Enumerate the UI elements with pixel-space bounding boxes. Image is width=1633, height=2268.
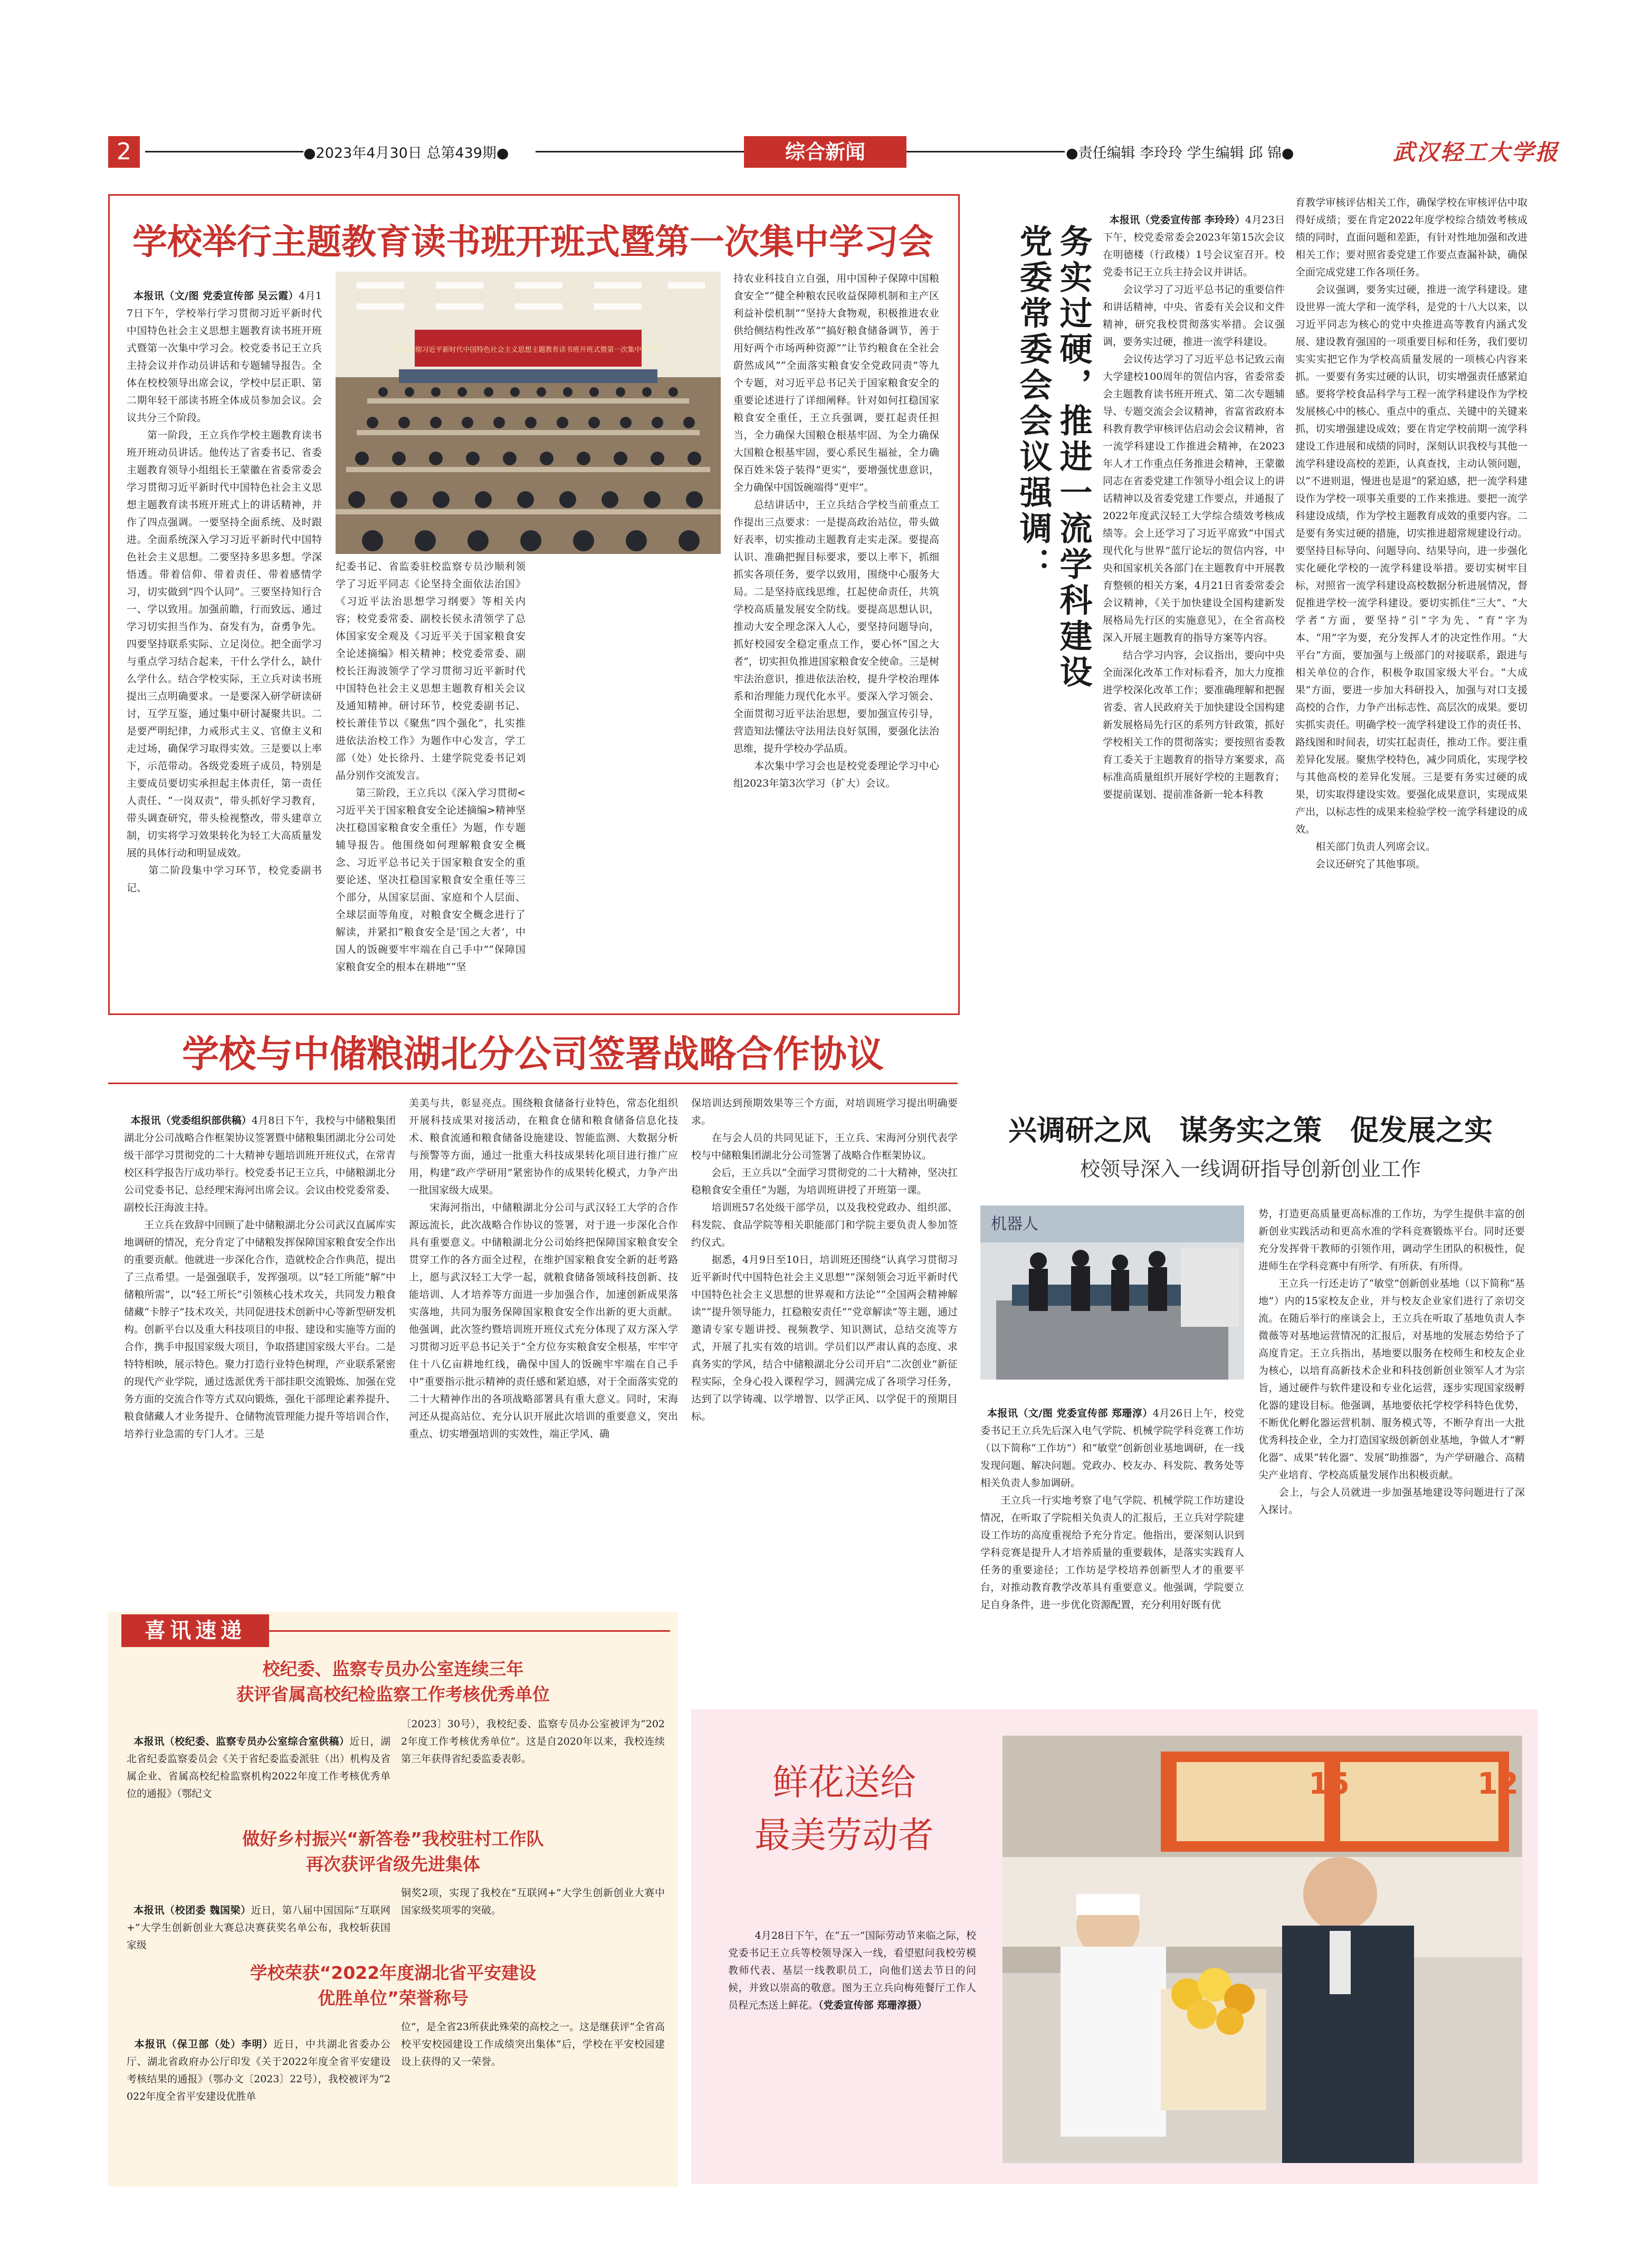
article-sinograin-col1-text: 4月8日下午，我校与中储粮集团湖北分公司战略合作框架协议签署暨中储粮集团湖北分公司处级干部学习贯彻党的二十大精神专题培训班开班仪式，在常青校区科学报告厅成功举行。校党委书记王立兵，中储粮湖北分公司党委书记、总经理宋海河出席会议。会议由校党委常委、副校长汪海波主持。 王立兵在致辞中回顾了赴中储粮湖北分公司武汉直属库实地调研的情况，充分肯定了中储粮发挥保障国家粮食安全作出的重要贡献。他就进一步深化合作，造就校企合作典范，提出了三点希望。一是强强联手，发挥强项。以“轻工所能”解“中储粮所需”，以“轻工所长”引领核心技术攻关，共同发力粮食储藏“卡脖子”技术攻关，共同促进技术创新中心等新型研发机构。创新平台以及重大科技项目的申报、建设和实施等方面的合作，携手申报国家级大项目，争取搭建国家级大平台。二是特特相映，展示特色。聚力打造行业特色树理，产业联系紧密的现代产业学院，通过选派优秀干部挂职交流锻炼、加强在党务方面的交流合作等方式双向锻炼，强化干部理论素养提升、粮食储藏人才业务提升、仓储物流管理能力提升等培训合作，培养行业急需的专门人才。三是 <box>124 1115 396 1440</box>
article-committee-col-a-text: 4月23日下午，校党委常委会2023年第15次会议在明德楼（行政楼）1号会议室召开。校党委书记王立兵主持会议并讲话。 会议学习了习近平总书记的重要信件和讲话精神，中央、省委有关会议和文件精神，研究我校贯彻落实举措。会议强调，要务实过硬，推进一流学科建设。 会议传达学习了习近平总书记致云南大学建校100周年的贺信内容，省委常委会主题教育读书班开班式、第二次专题辅导、专题交流会会议精神，省富省政府本科教育教学审核评估启动会会议精神，省一流学科建设工作推进会精神，在2023年人才工作重点任务推进会精神，王蒙徽同志在省委党建工作领导小组会议上的讲话精神以及省委党建工作要点，并通报了2022年度武汉轻工大学综合绩效考核成绩等。会上还学习了习近平席致“中国式现代化与世界”蓝厅论坛的贺信内容，中央和国家机关各部门在主题教育中开展教育整顿的相关方案，4月21日省委常委会会议精神，《关于加快建设全国构建新发展格局先行区的实施意见》，在全省高校深入开展主题教育的指导方案等内容。 结合学习内容，会议指出，要向中央全面深化改革工作对标看齐，加大力度推进学校深化改革工作；要准确理解和把握省委、省人民政府关于加快建设全国构建新发展格局先行区的系列方针政策，抓好学校相关工作的贯彻落实；要按照省委教育工委关于主题教育的指导方案要求，高标准高质量组织开展好学校的主题教育；要提前谋划、提前准备新一轮本科教 <box>1103 214 1285 800</box>
good-news-1-byline: 本报讯（校纪委、监察专员办公室综合室供稿） <box>133 1736 350 1747</box>
article-research-subtitle: 校领导深入一线调研指导创新创业工作 <box>1080 1157 1421 1181</box>
article-committee-col-a <box>1103 194 1285 1112</box>
good-news-1-col1-text: 近日，湖北省纪委监察委员会《关于省纪委监委派驻（出）机构及省属企业、省属高校纪检监察机构2022年度工作考核优秀单位的通报》（鄂纪文 <box>127 1736 390 1800</box>
header-rule-right <box>906 151 1065 152</box>
feature-photo <box>1002 1736 1522 2163</box>
good-news-2-col1 <box>127 1884 390 1954</box>
feature-title <box>702 1757 987 1862</box>
article-committee-col-b: 育教学审核评估相关工作，确保学校在审核评估中取得好成绩；要在肯定2022年度学校综合绩效考核成绩的同时，直面问题和差距，有针对性地加强和改进相关工作；要对照省委党建工作要点查漏补缺，确保全面完成党建工作各项任务。 会议强调，要务实过硬，推进一流学科建设。建设世界一流大学和一流学科，是党的十八大以来，以习近平同志为核心的党中央推进高等教育内涵式发展、建设教育强国的一项重要目标和任务，我们要切实实实把它作为学校高质量发展的一项核心内容来抓。一要要有务实过硬的认识，切实增强责任感紧迫感。要将学校食品科学与工程一流学科建设作为学校发展核心中的核心、重点中的重点、关键中的关键来抓，切实增强建设成效；要在肯定学校前期一流学科建设工作进展和成绩的同时，深刻认识我校与其他一流学科建设高校的差距，认真查找，主动认领问题，以“不进则退，慢进也是退”的紧迫感，把一流学科建设作为学校一项事关重要的工作来推进。要把一流学科建设成绩，作为学校主题教育成效的重要内容。二是要有务实过硬的措施，切实推进超常规建设行动。要坚持目标导向、问题导向、结果导向，进一步强化实化硬化学校的一流学科建设举措。要切实树牢目标，对照省一流学科建设高校数据分析进展情况，督促推进学校一流学科建设。要切实抓住“三大”、“大学者”方面，要坚持“引”字为先、“育”字为本、“用”字为要，充分发挥人才的决定性作用。“大平台”方面，要加强与上级部门的对接联系，跟进与相关单位的合作，积极争取国家级大平台。“大成果”方面，要进一步加大科研投入，加强与对口支援高校的合作，力争产出标志性、高层次的成果。要切实抓实责任。明确学校一流学科建设工作的责任书、路线图和时间表，切实扛起责任，推动工作。要注重差异化发展。聚焦学校特色，减少同质化，实现学校与其他高校的差异化发展。三是要有务实过硬的成果，切实取得建设实效。要强化成果意识，实现成果产出，以标志性的成果来检验学校一流学科建设的成效。 相关部门负责人列席会议。 会议还研究了其他事项。 <box>1295 197 1527 870</box>
feature-credit: （党委宣传部 郑珊淳摄） <box>818 1999 928 2011</box>
article-research-col2: 势，打造更高质量更高标准的工作坊，为学生提供丰富的创新创业实践活动和更高水准的学科竞赛锻炼平台。同时还要充分发挥骨干教师的引领作用，调动学生团队的积极性，促进师生在学科竞赛中有所学、有所获、有所得。 王立兵一行还走访了“敏堂”创新创业基地（以下简称“基地”）内的15家校友企业，并与校友企业家们进行了亲切交流。在随后举行的座谈会上，王立兵在听取了基地负责人李微薇等对基地运营情况的汇报后，对基地的发展态势给予了高度肯定。王立兵指出，基地要以服务在校师生和校友企业为核心，以培育高新技术企业和科技创新创业领军人才为宗旨，通过硬件与软件建设和专业化运营，逐步实现国家级孵化器的建设目标。他强调，基地要依托学校学科特色优势，不断优化孵化器运营机制、服务模式等，不断孕育出一大批优秀科技企业，全力打造国家级创新创业基地，争做人才“孵化器”、成果“转化器”、发展“助推器”，为产学研融合、高精尖产业培育、学校高质量发展作出积极贡献。 会上，与会人员就进一步加强基地建设等问题进行了深入探讨。 <box>1258 1208 1525 1516</box>
masthead-logo: 武汉轻工大学报 <box>1393 139 1560 165</box>
banner-text: 学习贯彻习近平新时代中国特色社会主义思想主题教育读书班开班式暨第一次集中学习会 <box>394 346 662 354</box>
article-research-byline: 本报讯（文/图 党委宣传部 郑珊淳） <box>987 1408 1153 1419</box>
article-sinograin-col1 <box>124 1095 396 1570</box>
research-photo-art <box>980 1205 1244 1380</box>
feature-body-text: 4月28日下午，在“五一”国际劳动节来临之际，校党委书记王立兵等校领导深入一线，看望慰问我校劳模教师代表、基层一线教职员工，向他们送去节日的问候，并致以崇高的敬意。图为王立兵向梅苑餐厅工作人员程元杰送上鲜花。 <box>728 1930 976 2011</box>
article-reading-class-col3 <box>538 270 725 845</box>
good-news-tag-rule <box>269 1630 670 1632</box>
article-reading-class-col1-text: 4月17日下午，学校举行学习贯彻习近平新时代中国特色社会主义思想主题教育读书班开班式暨第一次集中学习会。校党委书记王立兵主持会议并作动员讲话和专题辅导报告。全体在校校领导出席会议，学校中层正职、第二期年轻干部读书班全体成员参加会议。会议共分三个阶段。 第一阶段，王立兵作学校主题教育读书班开班动员讲话。他传达了省委书记、省委主题教育领导小组组长王蒙徽在省委常委会学习贯彻习近平新时代中国特色社会主义思想主题教育读书班开班式上的讲话精神，并作了四点强调。一要坚持全面系统、及时跟进。全面系统深入学习习近平新时代中国特色社会主义思想。二要坚持多思多想。学深悟透。带着信仰、带着责任、带着感情学习，切实做到“四个认同”。三要坚持知行合一、学以致用。加强前瞻，行而致远、通过学习切实担当作为、奋发有为，奋勇争先。四要坚持联系实际、立足岗位。把全面学习与重点学习结合起来，干什么学什么，缺什么学什么。结合学校实际，王立兵对读书班提出三点明确要求。一是要深入研学研读研讨，互学互鉴，通过集中研讨凝聚共识。二是要严明纪律，力戒形式主义、官僚主义和走过场，确保学习取得实效。三是要以上率下，示范带动。各级党委班子成员，特别是主要成员要切实承担起主体责任，第一责任人责任、“一岗双责”，带头抓好学习教育，带头调查研究，带头检视整改，带头建章立制，切实将学习效果转化为轻工大高质量发展的具体行动和明显成效。 第二阶段集中学习环节，校党委副书记、 <box>127 290 322 894</box>
good-news-1-col1 <box>127 1716 390 1819</box>
article-committee-title-line1: 务实过硬，推进一流学科建设 <box>1054 224 1093 691</box>
good-news-2-col2: 铜奖2项，实现了我校在“互联网+”大学生创新创业大赛中国家级奖项零的突破。 <box>401 1887 665 1916</box>
article-reading-class-col1 <box>127 270 322 998</box>
feature-title-line2: 最美劳动者 <box>754 1815 934 1856</box>
bouquet-flower <box>1216 2007 1244 2035</box>
good-news-title-3: 学校荣获“2022年度湖北省平安建设 优胜单位”荣誉称号 <box>250 1963 537 2008</box>
good-news-3-byline: 本报讯（保卫部（处）李明） <box>134 2039 274 2050</box>
article-sinograin-byline: 本报讯（党委组织部供稿） <box>130 1115 252 1126</box>
bouquet-flower <box>1187 1999 1217 2029</box>
article-reading-class-col3b: 持农业科技自立自强，用中国种子保障中国粮食安全”“健全种粮农民收益保障机制和主产区利益补偿机制”“坚持大食物观，积极推进农业供给侧结构性改革”“搞好粮食储备调节，善于用好两个市场两种资源”“让节约粮食在全社会蔚然成风”“全面落实粮食安全党政同责”等九个专题，对习近平总书记关于国家粮食安全的重要论述进行了详细阐释。针对如何扛稳国家粮食安全重任，王立兵强调，要扛起责任担当，全力确保大国粮仓根基牢固、为全力确保大国粮仓根基牢固，要心系民生福祉，全力确保百姓米袋子装得“更实”，要增强忧患意识，全力确保中国饭碗端得“更牢”。 总结讲话中，王立兵结合学校当前重点工作提出三点要求：一是提高政治站位，带头做好表率，切实推动主题教育走实走深。要提高认识、准确把握目标要求，要以上率下，抓细抓实各项任务，要学以致用，围绕中心服务大局。二是坚持底线思维，扛起使命责任，共筑学校高质量发展安全防线。要提高思想认识，推动大安全理念深入人心，要坚持问题导向，抓好校园安全稳定重点工作，要心怀“国之大者”，切实担负推进国家粮食安全使命。三是树牢法治意识，推进依法治校，提升学校治理体系和治理能力现代化水平。要深入学习领会、全面贯彻习近平法治思想，要加强宣传引导，营造知法懂法守法用法良好氛围，要强化法治思维，提升学校办学品质。 本次集中学习会也是校党委理论学习中心组2023年第3次学习（扩大）会议。 <box>733 273 939 789</box>
article-committee-byline: 本报讯（党委宣传部 李玲玲） <box>1109 214 1245 226</box>
article-committee-title <box>1013 224 1093 699</box>
good-news-title-2: 做好乡村振兴“新答卷”我校驻村工作队 再次获评省级先进集体 <box>242 1829 544 1874</box>
research-photo-sign: 机器人 <box>991 1215 1038 1233</box>
article-research-title: 兴调研之风 谋务实之策 促发展之实 <box>1008 1114 1493 1147</box>
page-number: 2 <box>108 136 140 168</box>
article-research-col1-text: 4月26日上午，校党委书记王立兵先后深入电气学院、机械学院学科竞赛工作坊（以下简称“工作坊”）和“敏堂”创新创业基地调研，在一线发现问题、解决问题。党政办、校友办、科发院、教务处等相关负责人参加调研。 王立兵一行实地考察了电气学院、机械学院工作坊建设情况，在听取了学院相关负责人的汇报后，王立兵对学院建设工作坊的高度重视给予充分肯定。他指出，要深刻认识到学科竞赛是提升人才培养质量的重要载体，是落实实践育人任务的重要途径；工作坊是学校培养创新型人才的重要平台，对推动教育教学改革具有重要意义。他强调，学院要立足自身条件，进一步优化资源配置，充分利用好既有优 <box>980 1408 1244 1611</box>
section-tag: 综合新闻 <box>744 136 906 168</box>
article-sinograin-col2: 美美与共，彰显亮点。围绕粮食储备行业特色，常态化组织开展科技成果对接活动，在粮食仓储和粮食储备信息化技术、粮食流通和粮食储备设施建设、智能监测、大数据分析与预警等方面，通过一批重大科技成果转化项目进行推广应用，构建“政产学研用”紧密协作的成果转化模式，力争产出一批国家级大成果。 宋海河指出，中储粮湖北分公司与武汉轻工大学的合作源远流长，此次战略合作协议的签署，对于进一步深化合作具有重要意义。中储粮湖北分公司始终把保障国家粮食安全贯穿工作的各方面全过程，在维护国家粮食安全新的赶考路上，愿与武汉轻工大学一起，就粮食储备领域科技创新、技能培训、人才培养等方面进一步加强合作，加速创新成果落实落地，共同为服务保障国家粮食安全作出新的更大贡献。他强调，此次签约暨培训班开班仪式充分体现了双方深入学习贯彻习近平总书记关于“全方位夯实粮食安全根基，牢牢守住十八亿亩耕地红线，确保中国人的饭碗牢牢端在自己手中”重要指示批示精神的责任感和紧迫感，对于全面落实党的二十大精神作出的各项战略部署具有重大意义。同时，宋海河还从提高站位、充分认识开展此次培训的重要意义，突出重点、切实增强培训的实效性，端正学风、确 <box>409 1097 678 1440</box>
article-reading-class-byline: 本报讯（文/图 党委宣传部 吴云霞） <box>133 290 299 302</box>
header-rule-mid <box>536 151 744 152</box>
good-news-2-byline: 本报讯（校团委 魏国梁） <box>133 1905 251 1916</box>
feature-body <box>728 1910 976 2068</box>
feature-photo-art <box>1002 1736 1522 2163</box>
article-sinograin-col3: 保培训达到预期效果等三个方面，对培训班学习提出明确要求。 在与会人员的共同见证下，王立兵、宋海河分别代表学校与中储粮集团湖北分公司签署了战略合作框架协议。 会后，王立兵以“全面学习贯彻党的二十大精神，坚决扛稳粮食安全重任”为题，为培训班讲授了开班第一课。 培训班57名处级干部学员，以及我校党政办、组织部、科发院、食品学院等相关职能部门和学院主要负责人参加签约仪式。 据悉，4月9日至10日，培训班还围绕“认真学习贯彻习近平新时代中国特色社会主义思想”“深刻领会习近平新时代中国特色社会主义思想的世界观和方法论”“全国两会精神解读”“提升领导能力，扛稳粮安责任”“党章解读”等主题，通过邀请专家专题讲授、视频教学、知识测试，总结交流等方式，开展了扎实有效的培训。学员们以严肃认真的态度、求真务实的学风，结合中储粮湖北分公司开启“二次创业”新征程实际，全身心投入课程学习，圆满完成了各项学习任务，达到了以学铸魂、以学增智、以学正风、以学促干的预期目标。 <box>691 1097 958 1422</box>
research-photo <box>980 1205 1244 1380</box>
good-news-tag: 喜讯速递 <box>121 1614 269 1647</box>
header-editors: ●责任编辑 李玲玲 学生编辑 邱 锦● <box>1066 145 1294 161</box>
menu-price-1: 15 <box>1309 1767 1350 1801</box>
article-sinograin-title: 学校与中储粮湖北分公司签署战略合作协议 <box>182 1032 884 1076</box>
good-news-3-col1-text: 近日，中共湖北省委办公厅、湖北省政府办公厅印发《关于2022年度全省平安建设考核结果的通报》（鄂办文〔2023〕22号），我校被评为“2022年度全省平安建设优胜单 <box>127 2039 390 2102</box>
good-news-3-col2: 位”，是全省23所获此殊荣的高校之一。这是继获评“全省高校平安校园建设工作成绩突出集体”后，学校在平安校园建设上获得的又一荣誉。 <box>401 2021 665 2068</box>
good-news-title-1: 校纪委、监察专员办公室连续三年 获评省属高校纪检监察工作考核优秀单位 <box>236 1659 550 1705</box>
article-sinograin-rule <box>108 1083 958 1084</box>
article-reading-class-title: 学校举行主题教育读书班开班式暨第一次集中学习会 <box>132 222 933 262</box>
article-committee-title-line2: 党委常委会会议强调： <box>1014 224 1053 583</box>
feature-title-line1: 鲜花送给 <box>772 1762 916 1804</box>
menu-price-2: 12 <box>1477 1767 1519 1801</box>
header-date-issue: ●2023年4月30日 总第439期● <box>303 145 509 161</box>
good-news-3-col1 <box>127 2018 390 2177</box>
good-news-2-col1-text: 近日，第八届中国国际“互联网+”大学生创新创业大赛总决赛获奖名单公布，我校斩获国家级 <box>127 1905 390 1951</box>
article-reading-class-col2: 纪委书记、省监委驻校监察专员沙顺利领学了习近平同志《论坚持全面依法治国》《习近平法治思想学习纲要》等相关内容；校党委常委、副校长侯永清领学了总体国家安全观及《习近平关于国家粮食安全论述摘编》相关精神；校党委常委、副校长汪海波领学了学习贯彻习近平新时代中国特色社会主义思想主题教育相关会议及通知精神。研讨环节，校党委副书记、校长萧佳节以《聚焦“四个强化”，扎实推进依法治校工作》为题作中心发言，学工部（处）处长徐丹、土建学院党委书记刘晶分别作交流发言。 第三阶段，王立兵以《深入学习贯彻<习近平关于国家粮食安全论述摘编>精神坚决扛稳国家粮食安全重任》为题，作专题辅导报告。他围绕如何理解粮食安全概念、习近平总书记关于国家粮食安全的重要论述、坚决扛稳国家粮食安全重任等三个部分，从国家层面、家庭和个人层面、全球层面等角度，对粮食安全概念进行了解读，并紧扣“粮食安全是‘国之大者’，中国人的饭碗要牢牢端在自己手中”“保障国家粮食安全的根本在耕地”“坚 <box>336 561 526 973</box>
good-news-1-col2: 〔2023〕30号），我校纪委、监察专员办公室被评为“2022年度工作考核优秀单位”。这是自2020年以来，我校连续第三年获得省纪委监委表彰。 <box>401 1718 665 1765</box>
header-rule-left <box>145 151 303 152</box>
